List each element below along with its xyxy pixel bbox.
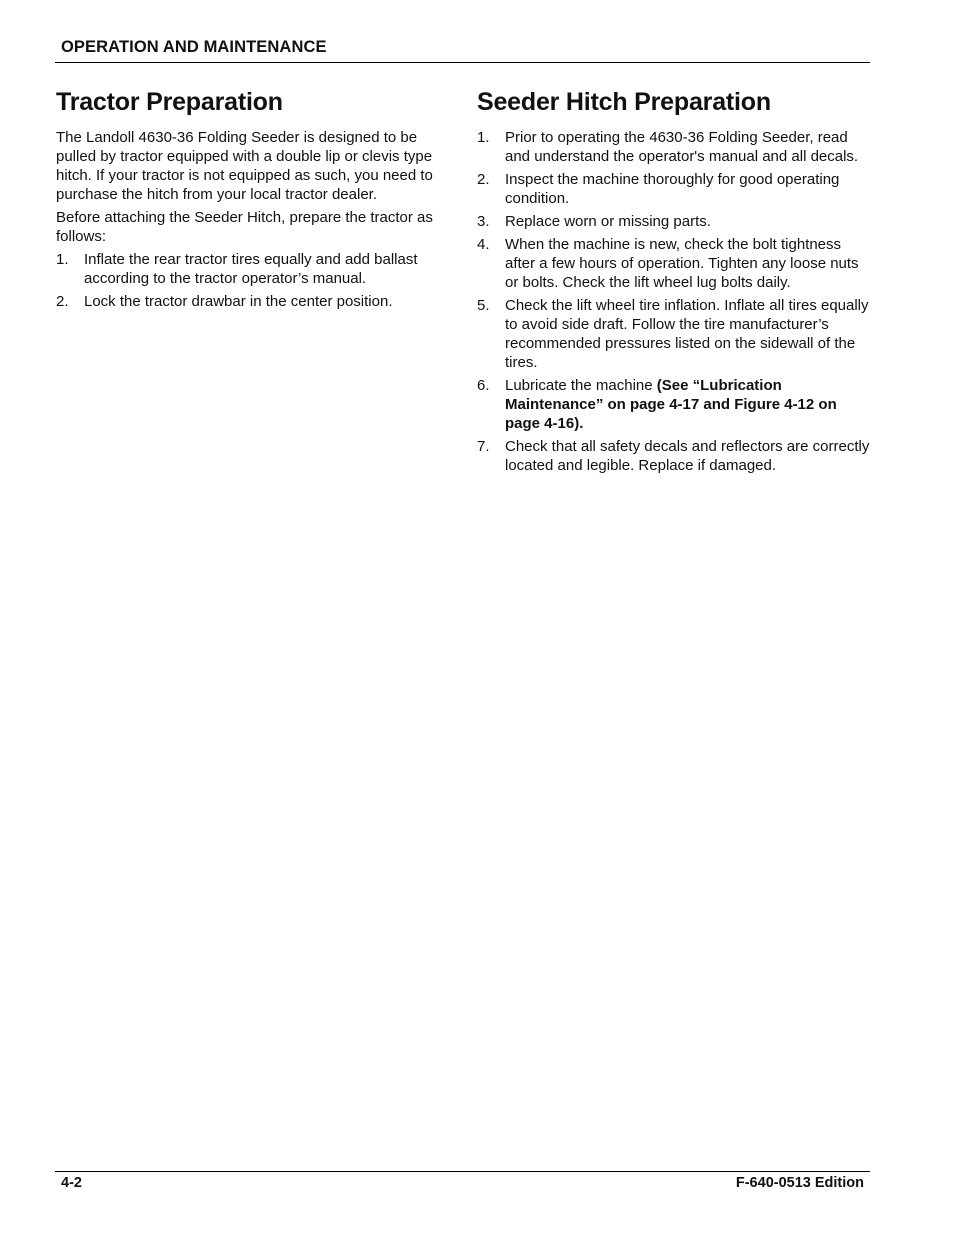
page-header xyxy=(55,37,870,63)
list-item xyxy=(477,376,875,433)
step-number: 7. xyxy=(477,438,490,455)
step-number: 1. xyxy=(477,129,490,146)
step-number: 4. xyxy=(477,236,490,253)
step-number: 1. xyxy=(56,251,69,268)
step-text: Replace worn or missing parts. xyxy=(505,213,711,230)
page-footer xyxy=(55,1171,870,1194)
step-text: When the machine is new, check the bolt tightness after a few hours of operation. Tighten any loose nuts or bolts. Check the lift wheel lug bolts daily. xyxy=(505,236,859,291)
cross-reference: (See “Lubrication Maintenance” on page 4-17 and Figure 4-12 on page 4-16). xyxy=(505,377,837,432)
step-text: Inflate the rear tractor tires equally and add ballast according to the tractor operator’s manual. xyxy=(84,251,418,287)
section-title: OPERATION AND MAINTENANCE xyxy=(61,38,327,56)
step-number: 2. xyxy=(477,171,490,188)
list-item xyxy=(477,235,875,292)
list-item xyxy=(477,296,875,372)
list-item xyxy=(477,437,875,475)
seeder-hitch-preparation-section xyxy=(477,86,875,479)
before-attaching-paragraph: Before attaching the Seeder Hitch, prepare the tractor as follows: xyxy=(56,209,433,245)
step-number: 3. xyxy=(477,213,490,230)
step-text: Inspect the machine thoroughly for good operating condition. xyxy=(505,171,840,207)
list-item xyxy=(477,212,875,231)
seeder-hitch-heading: Seeder Hitch Preparation xyxy=(477,88,771,116)
step-number: 2. xyxy=(56,293,69,310)
edition-label: F-640-0513 Edition xyxy=(735,1175,864,1191)
seeder-steps-list xyxy=(477,128,875,475)
tractor-preparation-section xyxy=(56,86,451,315)
step-text: Prior to operating the 4630-36 Folding Seeder, read and understand the operator's manual and all decals. xyxy=(505,129,859,165)
list-item xyxy=(56,292,451,311)
list-item xyxy=(477,128,875,166)
intro-paragraph: The Landoll 4630-36 Folding Seeder is designed to be pulled by tractor equipped with a double lip or clevis type hitch. If your tractor is not equipped as such, you need to purchase the hitch from your local tractor dealer. xyxy=(56,129,433,203)
tractor-preparation-heading: Tractor Preparation xyxy=(56,88,283,116)
tractor-steps-list xyxy=(56,250,451,311)
step-text: Lubricate the machine xyxy=(505,377,657,394)
page-number: 4-2 xyxy=(61,1175,82,1191)
step-text: Check the lift wheel tire inflation. Inflate all tires equally to avoid side draft. Follow the tire manufacturer’s recommended pressures listed on the sidewall of the tires. xyxy=(505,297,869,371)
step-text: Lock the tractor drawbar in the center position. xyxy=(84,293,393,310)
list-item xyxy=(477,170,875,208)
step-text: Check that all safety decals and reflectors are correctly located and legible. Replace if damaged. xyxy=(505,438,870,474)
list-item xyxy=(56,250,451,288)
step-number: 5. xyxy=(477,297,490,314)
step-number: 6. xyxy=(477,377,490,394)
